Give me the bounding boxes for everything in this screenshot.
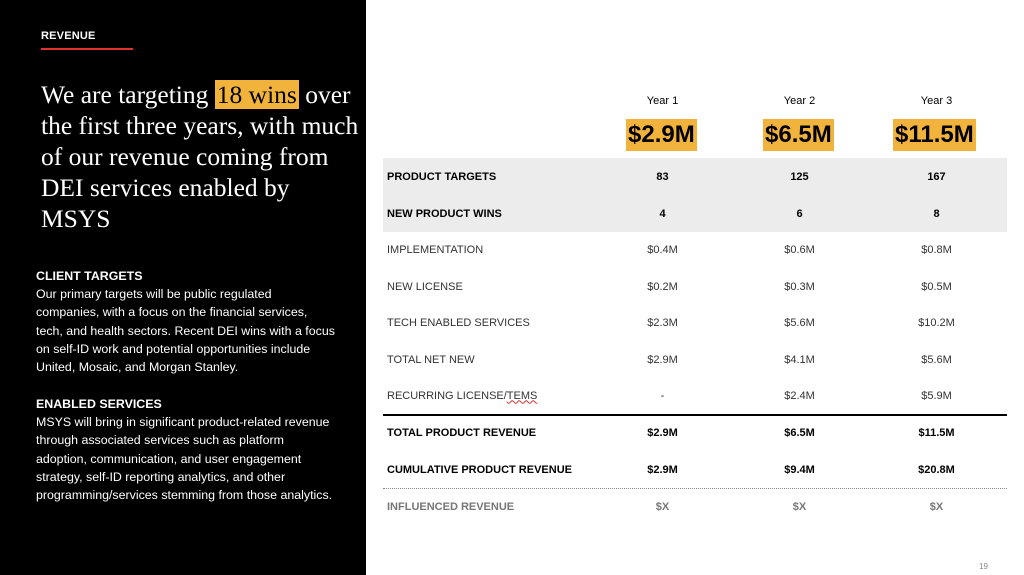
headline-pre: We are targeting [41, 80, 215, 109]
row-label-spellcheck: TEMS [506, 389, 538, 402]
row-label [383, 390, 594, 402]
page-number: 19 [979, 562, 988, 571]
left-panel [0, 0, 366, 575]
row-value: $0.8M [921, 243, 952, 256]
table-row [383, 451, 1007, 488]
row-label: NEW LICENSE [387, 280, 463, 293]
row-value: $4.1M [784, 353, 815, 366]
row-value: $0.5M [921, 280, 952, 293]
section-label: REVENUE [41, 30, 96, 42]
year-1-total: $2.9M [626, 119, 697, 151]
row-label: INFLUENCED REVENUE [387, 500, 515, 513]
row-value: 167 [927, 170, 946, 183]
table-row [383, 377, 1007, 414]
row-label: TECH ENABLED SERVICES [387, 316, 530, 329]
row-value: - [660, 389, 665, 402]
row-value: $0.6M [784, 243, 815, 256]
row-value: $5.9M [921, 389, 952, 402]
table-row [383, 268, 1007, 305]
table-row [383, 195, 1007, 232]
row-value: $9.4M [784, 463, 815, 476]
table-row [383, 231, 1007, 268]
client-targets-block [36, 267, 336, 376]
row-value: $6.5M [784, 426, 815, 439]
row-value: $5.6M [921, 353, 952, 366]
row-value: $X [792, 500, 807, 513]
year-2-header: Year 2 [783, 95, 816, 107]
client-targets-title: CLIENT TARGETS [36, 269, 143, 283]
row-label: TOTAL PRODUCT REVENUE [387, 426, 537, 439]
row-value: 8 [933, 207, 940, 220]
table-row [383, 414, 1007, 451]
enabled-services-block [36, 395, 336, 504]
table-row [383, 158, 1007, 195]
row-value: 6 [796, 207, 803, 220]
row-label: IMPLEMENTATION [387, 243, 484, 256]
row-value: $2.3M [647, 316, 678, 329]
row-value: $10.2M [918, 316, 955, 329]
row-value: 83 [656, 170, 669, 183]
year-3-header: Year 3 [920, 95, 953, 107]
headline [41, 79, 361, 234]
row-value: $X [655, 500, 670, 513]
row-label: PRODUCT TARGETS [387, 170, 497, 183]
row-label: NEW PRODUCT WINS [387, 207, 502, 220]
table-row [383, 341, 1007, 378]
year-3-total: $11.5M [893, 119, 976, 151]
headline-post: over the first three years, with much of our revenue coming from DEI services enabled by MSYS [41, 80, 359, 233]
client-targets-body: Our primary targets will be public regulated companies, with a focus on the financial services, tech, and health sectors. Recent DEI wins with a focus on self-ID work and potential opportunities include United, Mosaic, and Morgan Stanley. [36, 287, 335, 375]
row-value: 4 [659, 207, 666, 220]
row-value: $2.4M [784, 389, 815, 402]
row-value: $2.9M [647, 463, 678, 476]
row-value: $0.4M [647, 243, 678, 256]
year-2-total: $6.5M [763, 119, 834, 151]
row-value: $0.3M [784, 280, 815, 293]
enabled-services-title: ENABLED SERVICES [36, 397, 162, 411]
table-row [383, 304, 1007, 341]
row-value: 125 [790, 170, 809, 183]
headline-highlight: 18 wins [216, 80, 297, 109]
row-value: $0.2M [647, 280, 678, 293]
row-value: $2.9M [647, 426, 678, 439]
row-value: $2.9M [647, 353, 678, 366]
row-label: CUMULATIVE PRODUCT REVENUE [387, 463, 572, 476]
enabled-services-body: MSYS will bring in significant product-related revenue through associated services such as platform adoption, communication, and user engagement strategy, self-ID reporting analytics, and other programming/services stemming from those analytics. [36, 415, 333, 503]
revenue-table [383, 0, 1007, 575]
section-underline [41, 48, 133, 50]
row-value: $5.6M [784, 316, 815, 329]
row-value: $11.5M [918, 426, 955, 439]
year-1-header: Year 1 [646, 95, 679, 107]
row-value: $20.8M [918, 463, 955, 476]
table-row [383, 488, 1007, 525]
row-value: $X [929, 500, 944, 513]
row-label-pre: RECURRING LICENSE/ [387, 389, 507, 402]
row-label: TOTAL NET NEW [387, 353, 475, 366]
